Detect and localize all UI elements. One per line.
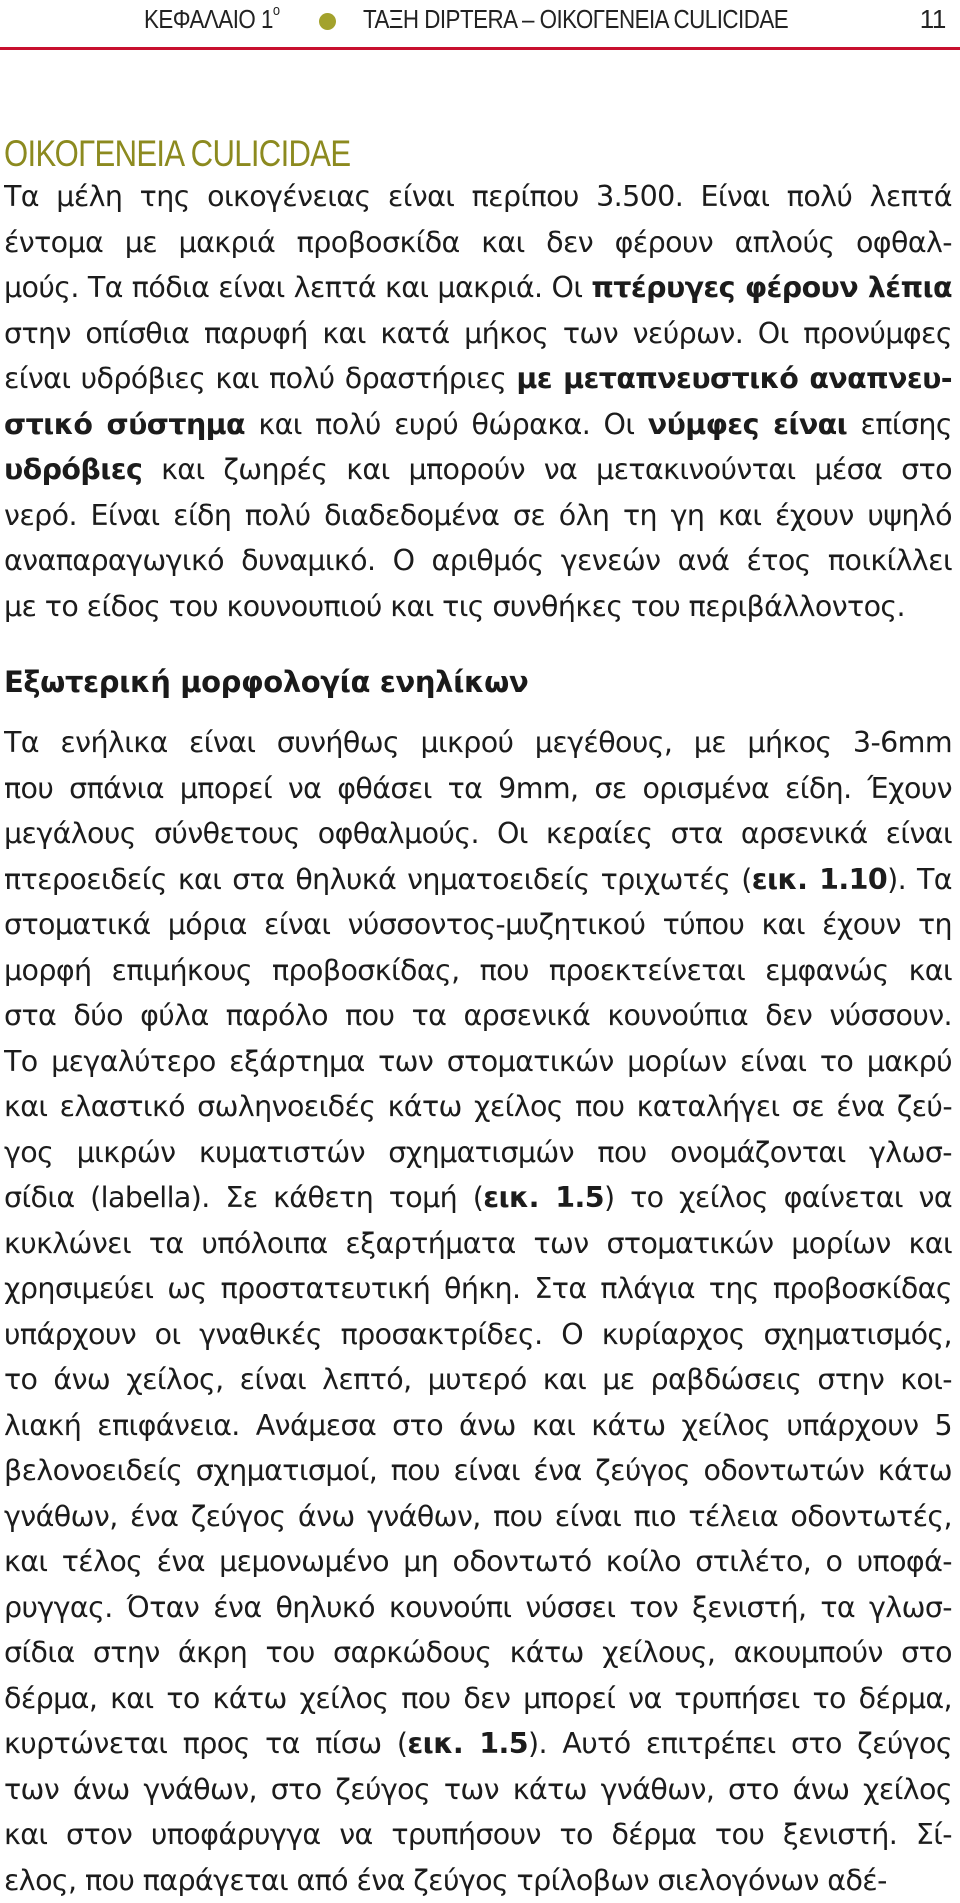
chapter-label: ΚΕΦΑΛΑΙΟ $1^o$: [144, 4, 280, 35]
text-run: κυρτώνεται προς τα πίσω (: [4, 1727, 407, 1760]
text-run: με το είδος του κουνουπιού και τις συνθήκες του περιβάλλοντος.: [4, 590, 905, 623]
subheading: Εξωτερική μορφολογία ενηλίκων: [4, 665, 528, 699]
paragraph-1: [4, 174, 952, 629]
text-run: και ελαστικό σωληνοειδές κάτω χείλος που καταλήγει σε ένα ζεύ-: [4, 1090, 952, 1123]
text-line: [4, 1130, 952, 1176]
text-line: [4, 857, 952, 903]
text-run: Τα ενήλικα είναι συνήθως μικρού μεγέθους, με μήκος 3-6mm: [4, 726, 952, 759]
bold-run: στικό σύστημα: [4, 408, 245, 441]
text-run: και ζωηρές και μπορούν να μετακινούνται μέσα στο: [142, 453, 952, 486]
text-run: Το μεγαλύτερο εξάρτημα των στοματικών μορίων είναι το μακρύ: [4, 1045, 952, 1078]
text-run: νερό. Είναι είδη πολύ διαδεδομένα σε όλη τη γη και έχουν υψηλό: [4, 499, 952, 532]
text-line: [4, 1175, 952, 1221]
bold-run: υδρόβιες: [4, 453, 142, 486]
text-run: λιακή επιφάνεια. Ανάμεσα στο άνω και κάτω χείλος υπάρχουν 5: [4, 1409, 952, 1442]
text-line: [4, 902, 952, 948]
text-run: ελος, που παράγεται από ένα ζεύγος τρίλοβων σιελογόνων αδέ-: [4, 1864, 887, 1897]
text-line: [4, 1084, 952, 1130]
text-run: είναι υδρόβιες και πολύ δραστήριες: [4, 362, 516, 395]
header-rule: [0, 47, 960, 50]
text-line: [4, 1858, 952, 1903]
text-run: γνάθων, ένα ζεύγος άνω γνάθων, που είναι πιο τέλεια οδοντωτές,: [4, 1500, 952, 1533]
paragraph-2: [4, 720, 952, 1903]
text-run: και πολύ ευρύ θώρακα. Οι: [245, 408, 648, 441]
text-line: [4, 1403, 952, 1449]
text-line: [4, 1585, 952, 1631]
text-run: ). Αυτό επιτρέπει στο ζεύγος: [528, 1727, 952, 1760]
text-run: επίσης: [847, 408, 952, 441]
section-title: ΟΙΚΟΓΕΝΕΙΑ CULICIDAE: [4, 133, 350, 175]
text-run: ρυγγας. Όταν ένα θηλυκό κουνούπι νύσσει τον ξενιστή, τα γλωσ-: [4, 1591, 952, 1624]
text-run: στοματικά μόρια είναι νύσσοντος-μυζητικού τύπου και έχουν τη: [4, 908, 952, 941]
running-title: ΤΑΞΗ DIPTERA – ΟΙΚΟΓΕΝΕΙΑ CULICIDAE: [363, 4, 788, 35]
text-line: [4, 493, 952, 539]
text-line: [4, 1767, 952, 1813]
text-run: ). Τα: [887, 863, 952, 896]
text-run: ) το χείλος φαίνεται να: [604, 1181, 952, 1214]
text-line: [4, 948, 952, 994]
bold-run: εικ. 1.5: [407, 1727, 528, 1760]
text-run: και στον υποφάρυγγα να τρυπήσουν το δέρμα του ξενιστή. Σί-: [4, 1818, 952, 1851]
text-line: [4, 1539, 952, 1585]
text-line: [4, 1630, 952, 1676]
text-line: [4, 993, 952, 1039]
bold-run: πτέρυγες φέρουν λέπια: [591, 271, 952, 304]
text-line: [4, 720, 952, 766]
text-line: [4, 1357, 952, 1403]
text-run: Τα μέλη της οικογένειας είναι περίπου 3.500. Είναι πολύ λεπτά: [4, 180, 952, 213]
text-line: [4, 1676, 952, 1722]
bold-run: εικ. 1.10: [752, 863, 887, 896]
text-run: πτεροειδείς και στα θηλυκά νηματοειδείς τριχωτές (: [4, 863, 752, 896]
text-run: μούς. Τα πόδια είναι λεπτά και μακριά. Οι: [4, 271, 591, 304]
text-run: αναπαραγωγικό δυναμικό. Ο αριθμός γενεών ανά έτος ποικίλλει: [4, 544, 952, 577]
text-line: [4, 1448, 952, 1494]
text-run: σίδια (labella). Σε κάθετη τομή (: [4, 1181, 483, 1214]
text-line: [4, 1312, 952, 1358]
text-run: έντομα με μακριά προβοσκίδα και δεν φέρουν απλούς οφθαλ-: [4, 226, 952, 259]
text-line: [4, 584, 952, 630]
header-dot-icon: [319, 13, 336, 30]
text-line: [4, 311, 952, 357]
text-run: υπάρχουν οι γναθικές προσακτρίδες. Ο κυρίαρχος σχηματισμός,: [4, 1318, 952, 1351]
text-run: κυκλώνει τα υπόλοιπα εξαρτήματα των στοματικών μορίων και: [4, 1227, 952, 1260]
text-run: δέρμα, και το κάτω χείλος που δεν μπορεί να τρυπήσει το δέρμα,: [4, 1682, 952, 1715]
text-run: χρησιμεύει ως προστατευτική θήκη. Στα πλάγια της προβοσκίδας: [4, 1272, 952, 1305]
text-line: [4, 1721, 952, 1767]
text-line: [4, 402, 952, 448]
text-line: [4, 1266, 952, 1312]
text-line: [4, 766, 952, 812]
bold-run: εικ. 1.5: [483, 1181, 604, 1214]
text-line: [4, 174, 952, 220]
text-run: μεγάλους σύνθετους οφθαλμούς. Οι κεραίες στα αρσενικά είναι: [4, 817, 952, 850]
text-line: [4, 265, 952, 311]
text-run: σίδια στην άκρη του σαρκώδους κάτω χείλους, ακουμπούν στο: [4, 1636, 952, 1669]
text-run: γος μικρών κυματιστών σχηματισμών που ονομάζονται γλωσ-: [4, 1136, 952, 1169]
text-line: [4, 1812, 952, 1858]
text-run: το άνω χείλος, είναι λεπτό, μυτερό και με ραβδώσεις στην κοι-: [4, 1363, 952, 1396]
text-run: μορφή επιμήκους προβοσκίδας, που προεκτείνεται εμφανώς και: [4, 954, 952, 987]
bold-run: νύμφες είναι: [648, 408, 847, 441]
text-line: [4, 1039, 952, 1085]
chapter-superscript: ο: [273, 2, 280, 19]
text-run: στην οπίσθια παρυφή και κατά μήκος των νεύρων. Οι προνύμφες: [4, 317, 952, 350]
text-line: [4, 811, 952, 857]
text-run: των άνω γνάθων, στο ζεύγος των κάτω γνάθων, στο άνω χείλος: [4, 1773, 952, 1806]
page-header: [0, 0, 960, 52]
text-line: [4, 447, 952, 493]
page-number: 11: [920, 4, 946, 35]
text-line: [4, 1221, 952, 1267]
bold-run: με μεταπνευστικό αναπνευ-: [516, 362, 952, 395]
text-run: βελονοειδείς σχηματισμοί, που είναι ένα ζεύγος οδοντωτών κάτω: [4, 1454, 952, 1487]
text-line: [4, 538, 952, 584]
text-run: που σπάνια μπορεί να φθάσει τα 9mm, σε ορισμένα είδη. Έχουν: [4, 772, 952, 805]
text-line: [4, 220, 952, 266]
text-line: [4, 1494, 952, 1540]
text-line: [4, 356, 952, 402]
text-run: στα δύο φύλα παρόλο που τα αρσενικά κουνούπια δεν νύσσουν.: [4, 999, 952, 1032]
text-run: και τέλος ένα μεμονωμένο μη οδοντωτό κοίλο στιλέτο, ο υποφά-: [4, 1545, 952, 1578]
